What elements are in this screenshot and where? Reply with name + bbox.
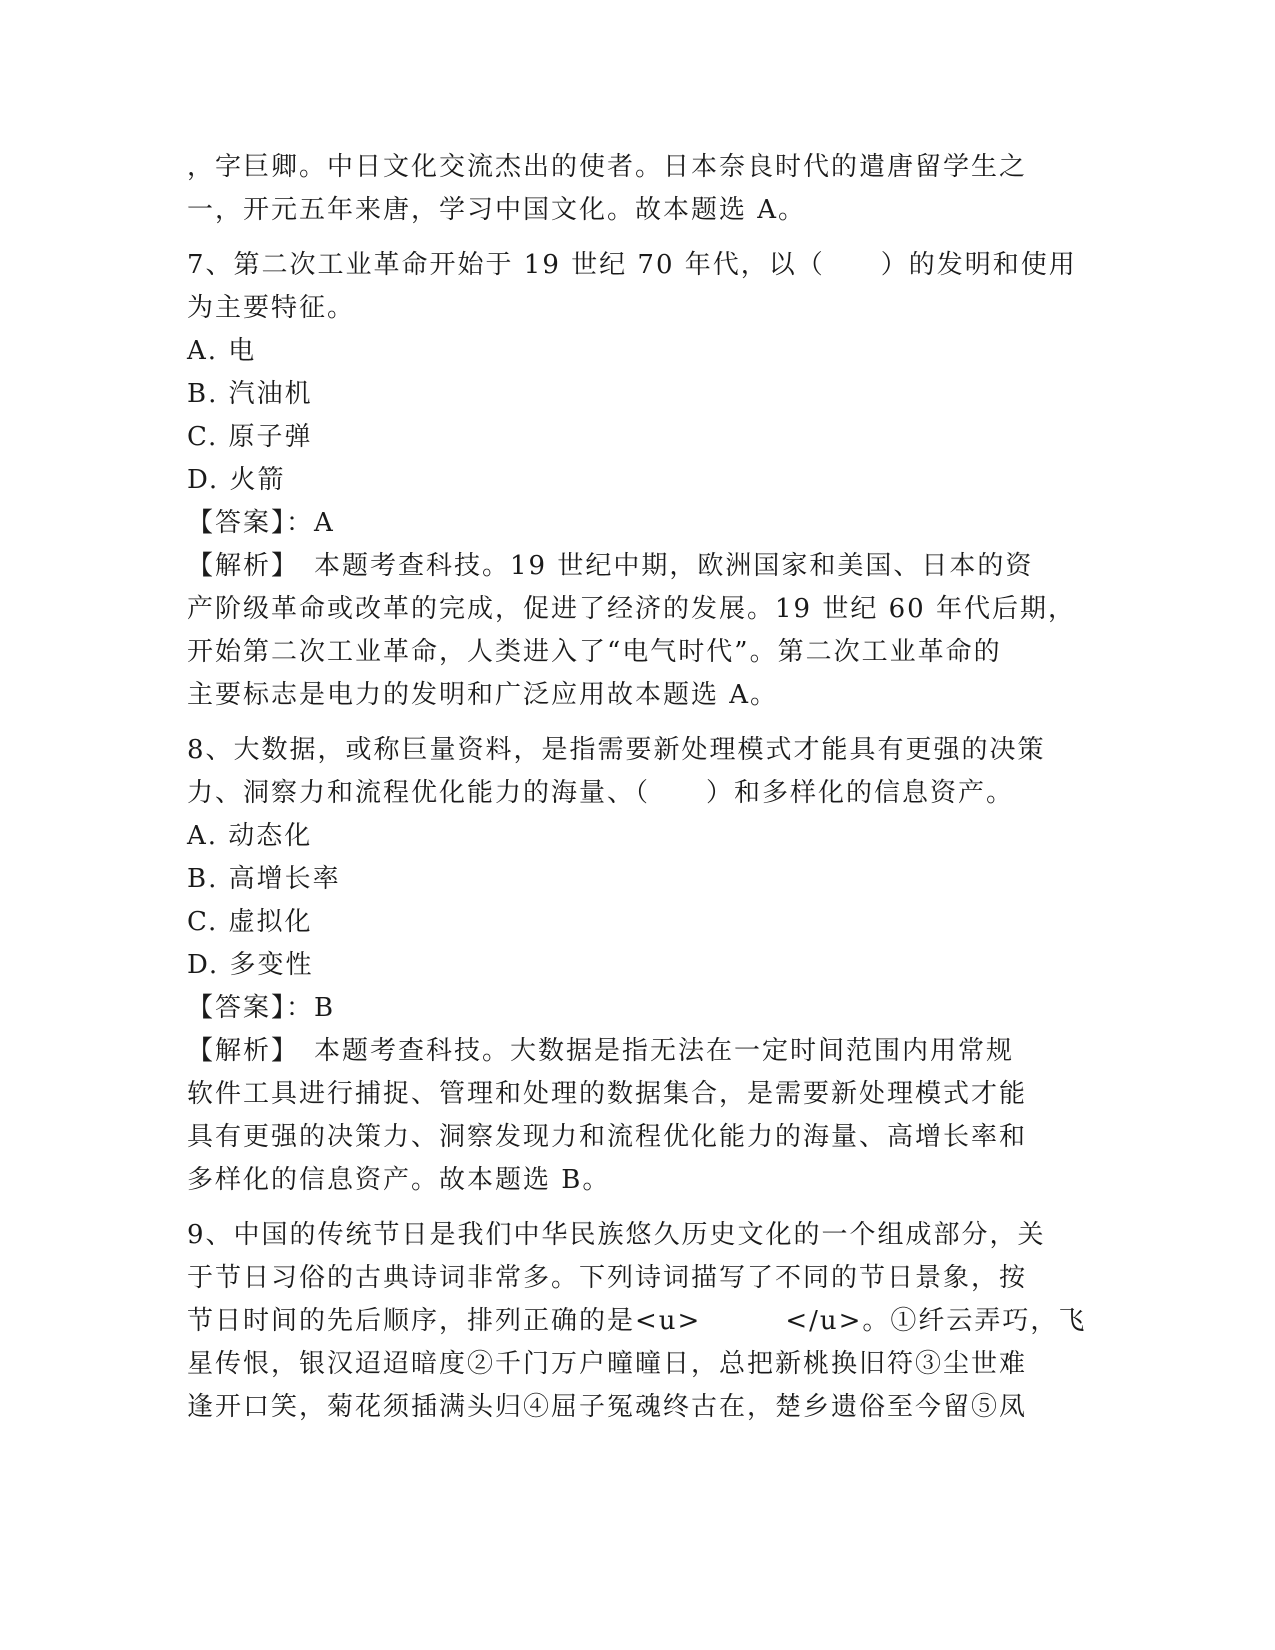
analysis-line: 【解析】 本题考查科技。19 世纪中期，欧洲国家和美国、日本的资 [187, 551, 1034, 581]
option-c: C. 虚拟化 [187, 907, 313, 937]
option-b: B. 汽油机 [187, 379, 313, 409]
option-a: A. 动态化 [187, 821, 313, 851]
analysis-line: 产阶级革命或改革的完成，促进了经济的发展。19 世纪 60 年代后期， [187, 594, 1076, 624]
question-stem-line: 节日时间的先后顺序，排列正确的是<u> </u>。①纤云弄巧，飞 [187, 1306, 1087, 1336]
question-stem-line: 逢开口笑，菊花须插满头归④屈子冤魂终古在，楚乡遗俗至今留⑤凤 [187, 1392, 1028, 1422]
analysis-line: 开始第二次工业革命，人类进入了“电气时代”。第二次工业革命的 [187, 637, 1002, 667]
text-line: 一，开元五年来唐，学习中国文化。故本题选 A。 [187, 195, 807, 225]
question-stem-line: 于节日习俗的古典诗词非常多。下列诗词描写了不同的节日景象，按 [187, 1263, 1028, 1293]
analysis-line: 具有更强的决策力、洞察发现力和流程优化能力的海量、高增长率和 [187, 1122, 1028, 1152]
option-c: C. 原子弹 [187, 422, 313, 452]
question-stem-line: 9、中国的传统节日是我们中华民族悠久历史文化的一个组成部分，关 [187, 1220, 1046, 1250]
analysis-line: 多样化的信息资产。故本题选 B。 [187, 1165, 611, 1195]
option-d: D. 火箭 [187, 465, 286, 495]
answer-line: 【答案】：A [187, 508, 335, 538]
text-line: ，字巨卿。中日文化交流杰出的使者。日本奈良时代的遣唐留学生之 [187, 152, 1028, 182]
option-a: A. 电 [187, 336, 257, 366]
option-d: D. 多变性 [187, 950, 314, 980]
question-stem-line: 力、洞察力和流程优化能力的海量、（ ）和多样化的信息资产。 [187, 778, 1015, 808]
answer-line: 【答案】：B [187, 993, 336, 1023]
analysis-line: 主要标志是电力的发明和广泛应用故本题选 A。 [187, 680, 779, 710]
analysis-line: 软件工具进行捕捉、管理和处理的数据集合，是需要新处理模式才能 [187, 1079, 1028, 1109]
carryover-text [187, 146, 1072, 232]
question-stem-line: 星传恨，银汉迢迢暗度②千门万户曈曈日，总把新桃换旧符③尘世难 [187, 1349, 1028, 1379]
question-7 [187, 244, 1077, 717]
question-8 [187, 729, 1072, 1202]
question-9 [187, 1214, 1087, 1429]
question-stem-line: 7、第二次工业革命开始于 19 世纪 70 年代，以（ ）的发明和使用 [187, 250, 1077, 280]
document-page [187, 146, 1087, 1429]
question-stem-line: 8、大数据，或称巨量资料，是指需要新处理模式才能具有更强的决策 [187, 735, 1046, 765]
option-b: B. 高增长率 [187, 864, 341, 894]
question-stem-line: 为主要特征。 [187, 293, 356, 323]
analysis-line: 【解析】 本题考查科技。大数据是指无法在一定时间范围内用常规 [187, 1036, 1015, 1066]
